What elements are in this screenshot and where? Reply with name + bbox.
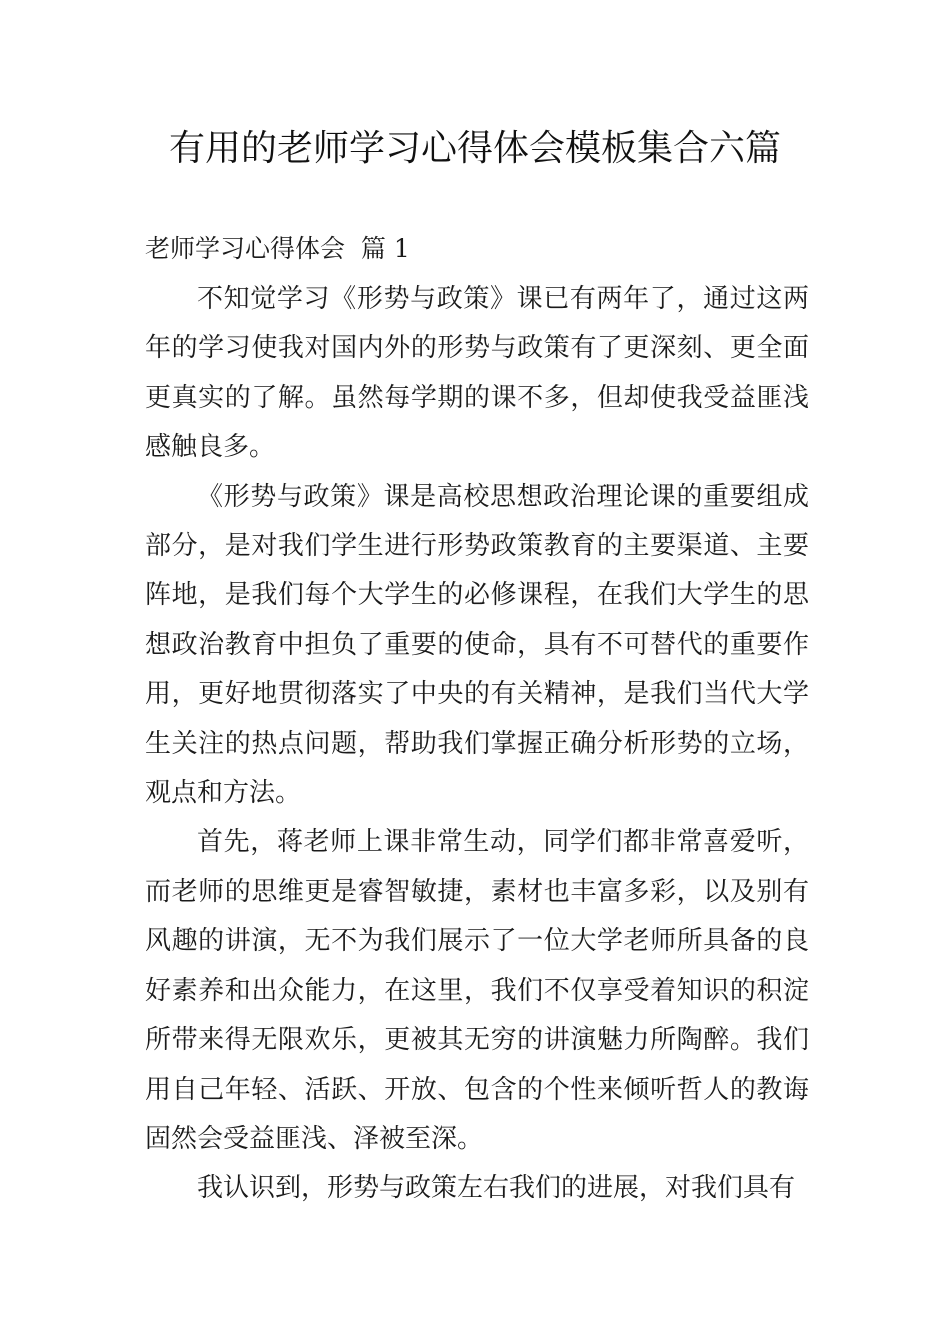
section-heading: 老师学习心得体会 篇 1 — [145, 234, 410, 263]
paragraph-4: 我认识到，形势与政策左右我们的进展，对我们具有 — [197, 1173, 796, 1204]
document-title: 有用的老师学习心得体会模板集合六篇 — [168, 128, 781, 169]
paragraph-1: 不知觉学习《形势与政策》课已有两年了，通过这两年的学习使我对国内外的形势与政策有了更深刻、更全面更真实的了解。虽然每学期的课不多，但却使我受益匪浅感触良多。 — [145, 284, 809, 463]
body-text — [145, 275, 809, 1214]
paragraph-2: 《形势与政策》课是高校思想政治理论课的重要组成部分，是对我们学生进行形势政策教育的主要渠道、主要阵地，是我们每个大学生的必修课程，在我们大学生的思想政治教育中担负了重要的使命，具有不可替代的重要作用，更好地贯彻落实了中央的有关精神，是我们当代大学生关注的热点问题，帮助我们掌握正确分析形势的立场，观点和方法。 — [145, 481, 809, 809]
paragraph-3: 首先，蒋老师上课非常生动，同学们都非常喜爱听，而老师的思维更是睿智敏捷，素材也丰富多彩，以及别有风趣的讲演，无不为我们展示了一位大学老师所具备的良好素养和出众能力，在这里，我们不仅享受着知识的积淀所带来得无限欢乐，更被其无穷的讲演魅力所陶醉。我们用自己年轻、活跃、开放、包含的个性来倾听哲人的教诲固然会受益匪浅、泽被至深。 — [145, 827, 809, 1154]
